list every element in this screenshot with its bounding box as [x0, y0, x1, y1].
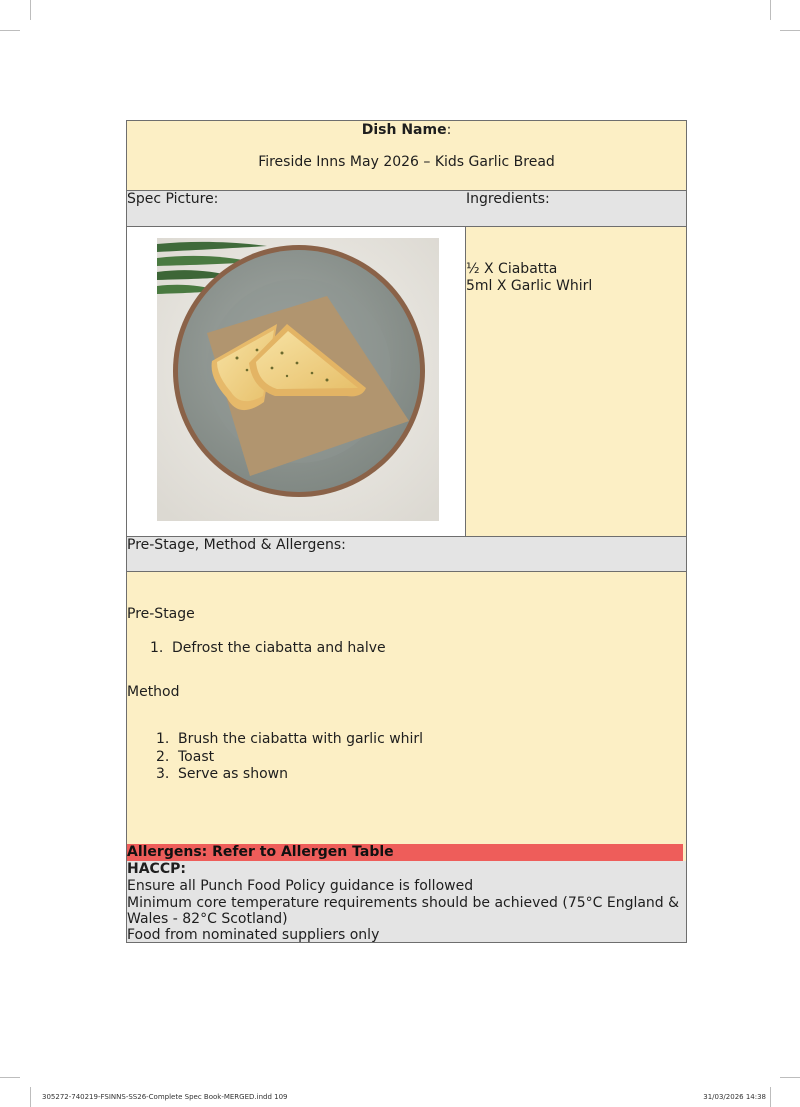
picture-ingredients-header-row [127, 191, 686, 226]
dish-name-heading [127, 122, 686, 139]
ingredients-cell [466, 227, 686, 536]
footer-date: 31/03/2026 14:38 [703, 1093, 766, 1101]
method-step [156, 766, 288, 783]
haccp-line: Ensure all Punch Food Policy guidance is followed [127, 878, 474, 894]
prestage-step [150, 640, 386, 657]
picture-ingredients-row [127, 227, 686, 536]
ingredients-header: Ingredients: [466, 191, 550, 207]
allergens-text: Allergens: Refer to Allergen Table [127, 844, 394, 860]
prestage-title: Pre-Stage [127, 606, 195, 622]
step-text: Serve as shown [178, 766, 288, 782]
prestage-method-header: Pre-Stage, Method & Allergens: [127, 537, 346, 553]
allergens-bar [127, 844, 683, 861]
step-number: 3. [156, 766, 170, 782]
dish-name-value: Fireside Inns May 2026 – Kids Garlic Bread [258, 154, 555, 170]
crop-mark [0, 30, 20, 31]
garlic-bread-photo [157, 238, 439, 521]
step-text: Toast [178, 749, 215, 765]
crop-mark [770, 0, 771, 20]
crop-mark [770, 1087, 771, 1107]
footer-file-info: 305272-740219-FSINNS-SS26-Complete Spec Book-MERGED.indd 109 [42, 1093, 288, 1101]
step-text: Defrost the ciabatta and halve [172, 640, 386, 656]
prestage-method-header-row [127, 537, 686, 571]
crop-mark [0, 1077, 20, 1078]
step-number: 2. [156, 749, 170, 765]
haccp-line: Wales - 82°C Scotland) [127, 911, 288, 927]
crop-mark [780, 30, 800, 31]
haccp-line: Minimum core temperature requirements should be achieved (75°C England & [127, 895, 680, 911]
haccp-section [127, 861, 686, 942]
haccp-line: Food from nominated suppliers only [127, 927, 380, 943]
method-step [156, 731, 423, 748]
method-step [156, 749, 214, 766]
method-title: Method [127, 684, 180, 700]
dish-name-colon: : [446, 122, 452, 138]
ingredient-item: 5ml X Garlic Whirl [466, 278, 593, 294]
crop-mark [780, 1077, 800, 1078]
method-section [127, 572, 686, 861]
step-number: 1. [156, 731, 170, 747]
crop-mark [30, 0, 31, 20]
dish-name-row [127, 121, 686, 190]
ingredient-item: ½ X Ciabatta [466, 261, 558, 277]
dish-name-label: Dish Name [361, 122, 447, 138]
spec-picture-cell [127, 227, 465, 536]
step-text: Brush the ciabatta with garlic whirl [178, 731, 424, 747]
spec-picture-header: Spec Picture: [127, 191, 219, 207]
haccp-title: HACCP: [127, 861, 186, 877]
spec-sheet-table [126, 120, 687, 943]
step-number: 1. [150, 640, 164, 656]
crop-mark [30, 1087, 31, 1107]
